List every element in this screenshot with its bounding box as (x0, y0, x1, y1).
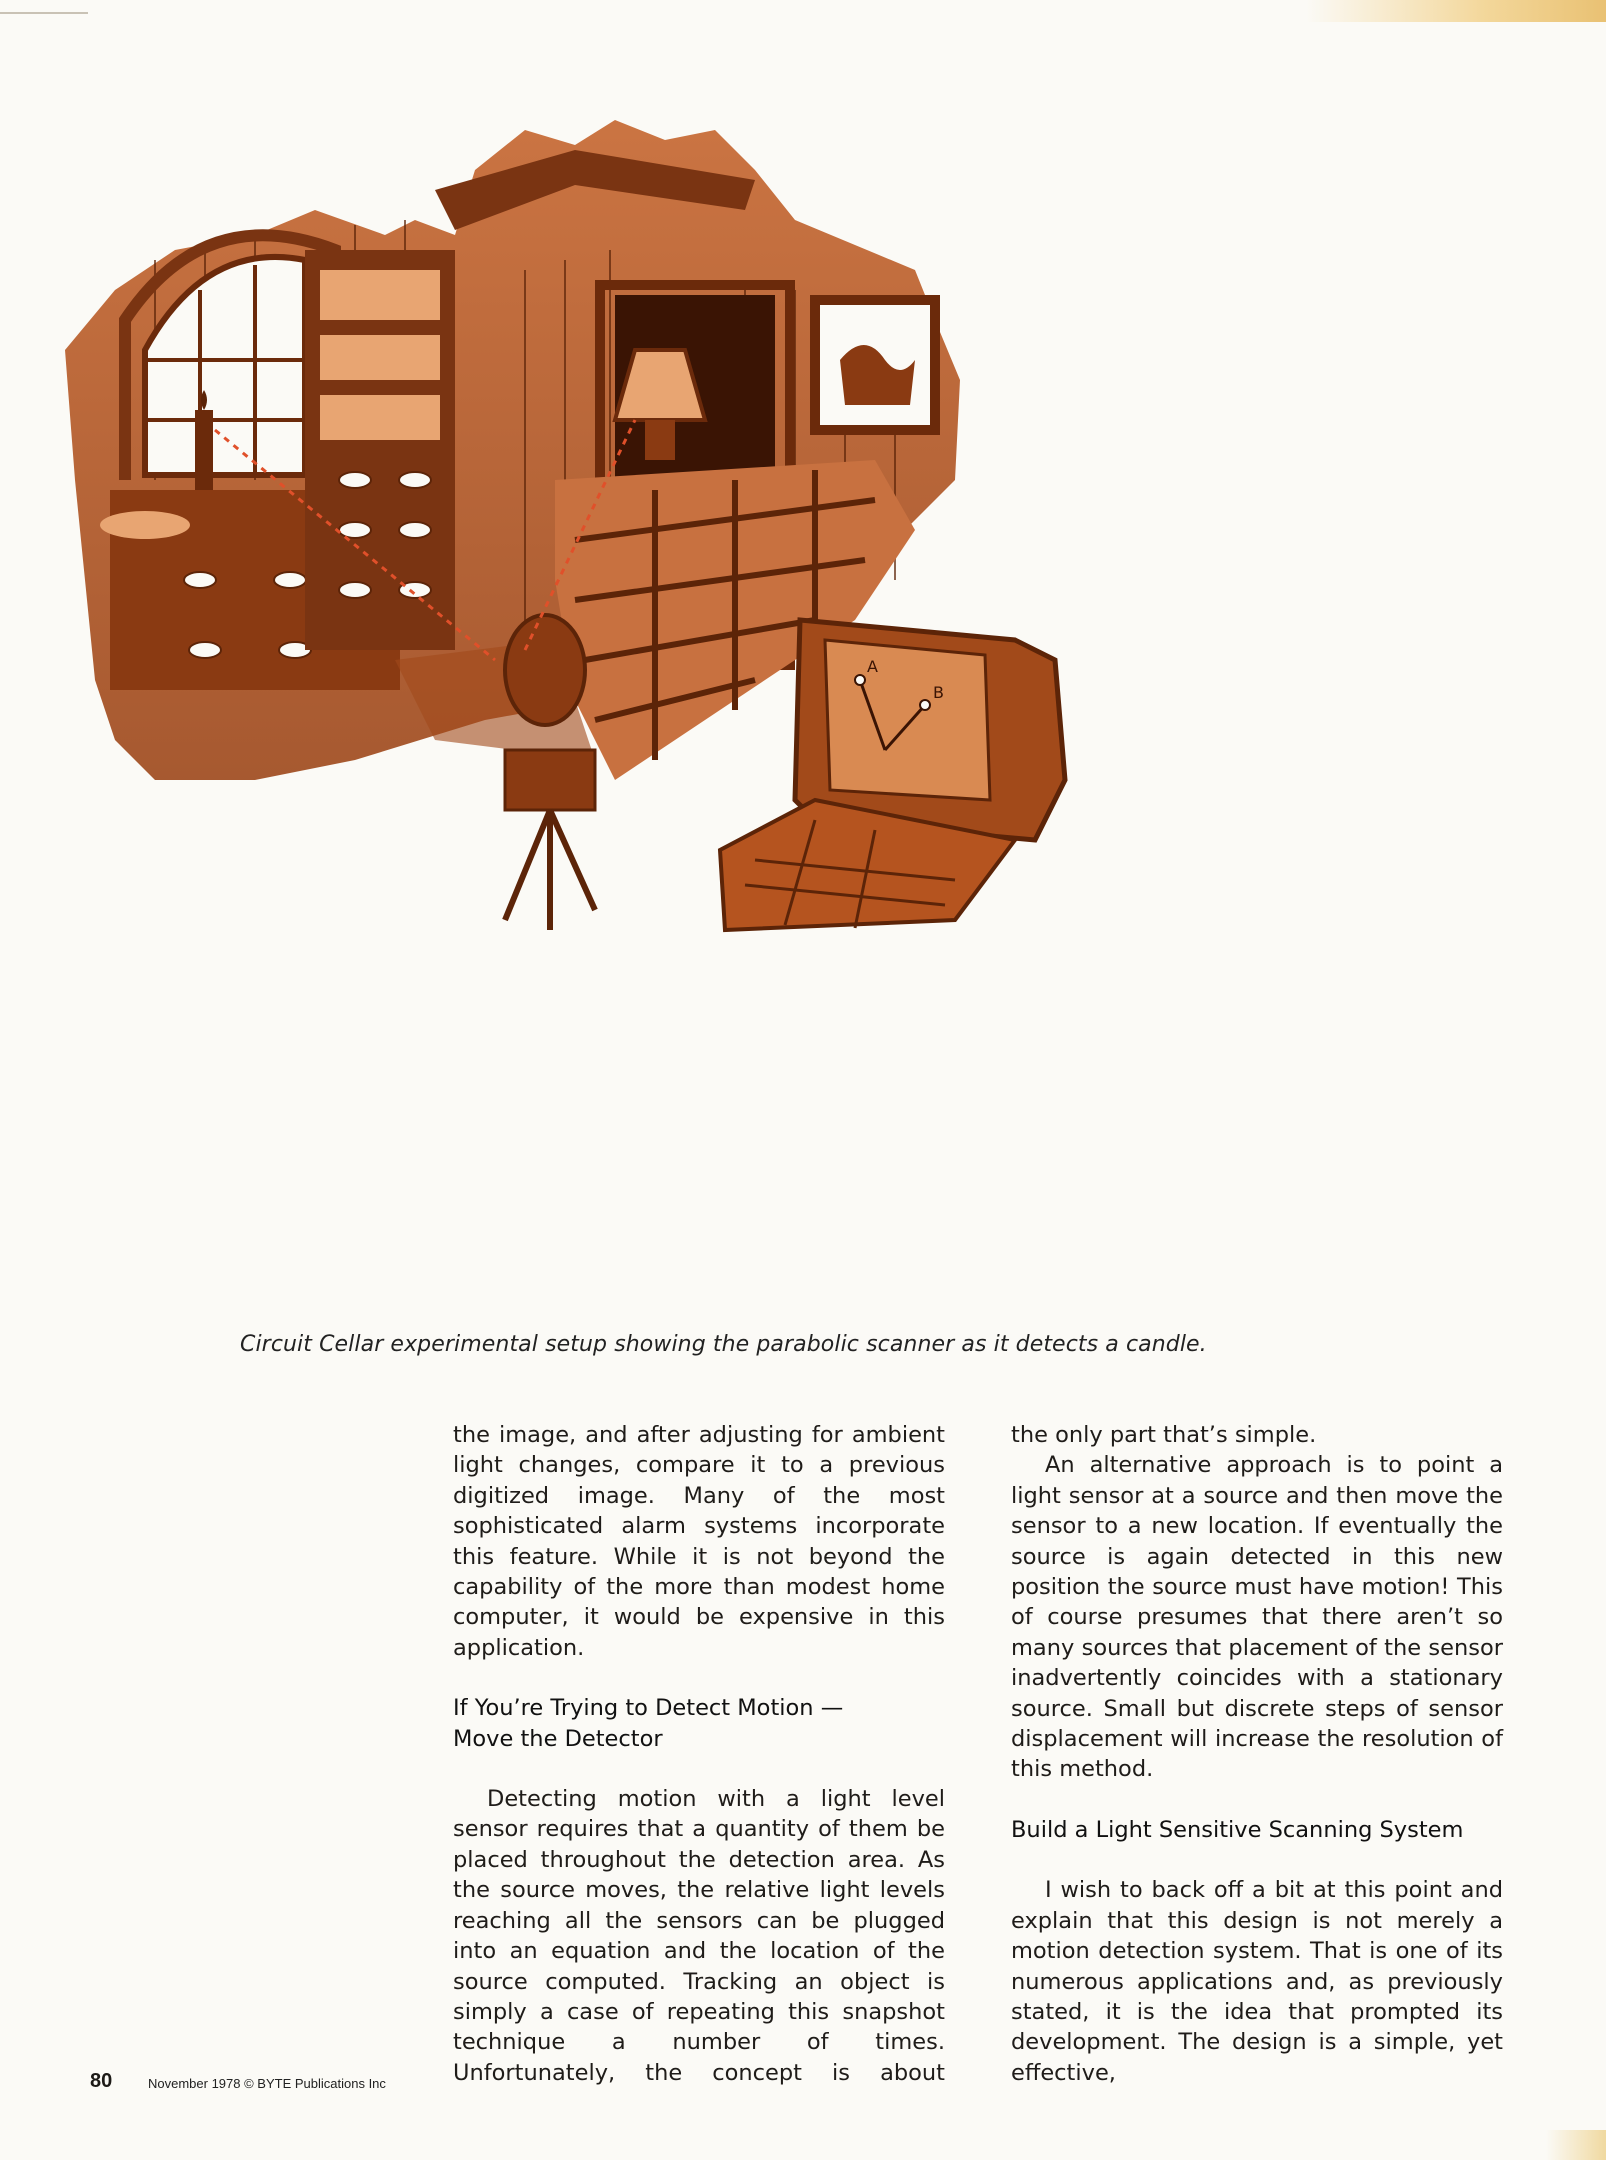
right-paragraph-1: the only part that’s simple. (1011, 1422, 1317, 1448)
scanner-housing (505, 750, 595, 810)
right-paragraph-2: An alternative approach is to point a light sensor at a source and then move the sensor to a new location. If eventually the source is again detected in this new position the source must have motion! This of course presumes that there aren’t so many sources that placement of the sensor inadvertently coincides with a stationary source. Small but discrete steps of sensor displacement will increase the resolution of this method. (1011, 1452, 1503, 1783)
crt-screen (825, 640, 990, 800)
right-column (1011, 1420, 1503, 2088)
left-heading-line-1: If You’re Trying to Detect Motion — (453, 1695, 844, 1722)
publication-line: November 1978 © BYTE Publications Inc (148, 2076, 386, 2091)
parabolic-scanner (505, 615, 585, 725)
left-column (453, 1420, 945, 2088)
left-paragraph-2: Detecting motion with a light level sensor requires that a quantity of them be placed throughout the detection area. As the source moves, the relative light levels reaching all the sensors can be plugged into an equation and the location of the source computed. Tracking an object is simply a case of repeating this snapshot technique a number of times. Unfortunately, the concept is about (453, 1786, 945, 2086)
figure-caption: Circuit Cellar experimental setup showing the parabolic scanner as it detects a candle. (240, 1332, 1207, 1357)
page-number: 80 (90, 2070, 113, 2092)
paper-stain-top (1306, 0, 1606, 22)
candle (195, 410, 213, 490)
left-paragraph-1: the image, and after adjusting for ambient light changes, compare it to a previous digitized image. Many of the most sophisticated alarm systems incorporate this feature. While it is not beyond the capability of the more than modest home computer, it would be expensive in this application. (453, 1422, 945, 1661)
left-heading-line-2: Move the Detector (453, 1725, 663, 1752)
top-rule (0, 12, 88, 14)
right-paragraph-3: I wish to back off a bit at this point and explain that this design is not merely a motion detection system. That is one of its numerous applications and, as previously stated, it is the idea that prompted its development. The design is a simple, yet effective, (1011, 1877, 1503, 2086)
screen-label-b: B (933, 683, 944, 702)
room-illustration (55, 60, 1225, 1320)
tripod (505, 810, 595, 930)
paper-stain-bottom (1546, 2130, 1606, 2160)
right-heading: Build a Light Sensitive Scanning System (1011, 1816, 1464, 1843)
screen-label-a: A (867, 657, 878, 676)
